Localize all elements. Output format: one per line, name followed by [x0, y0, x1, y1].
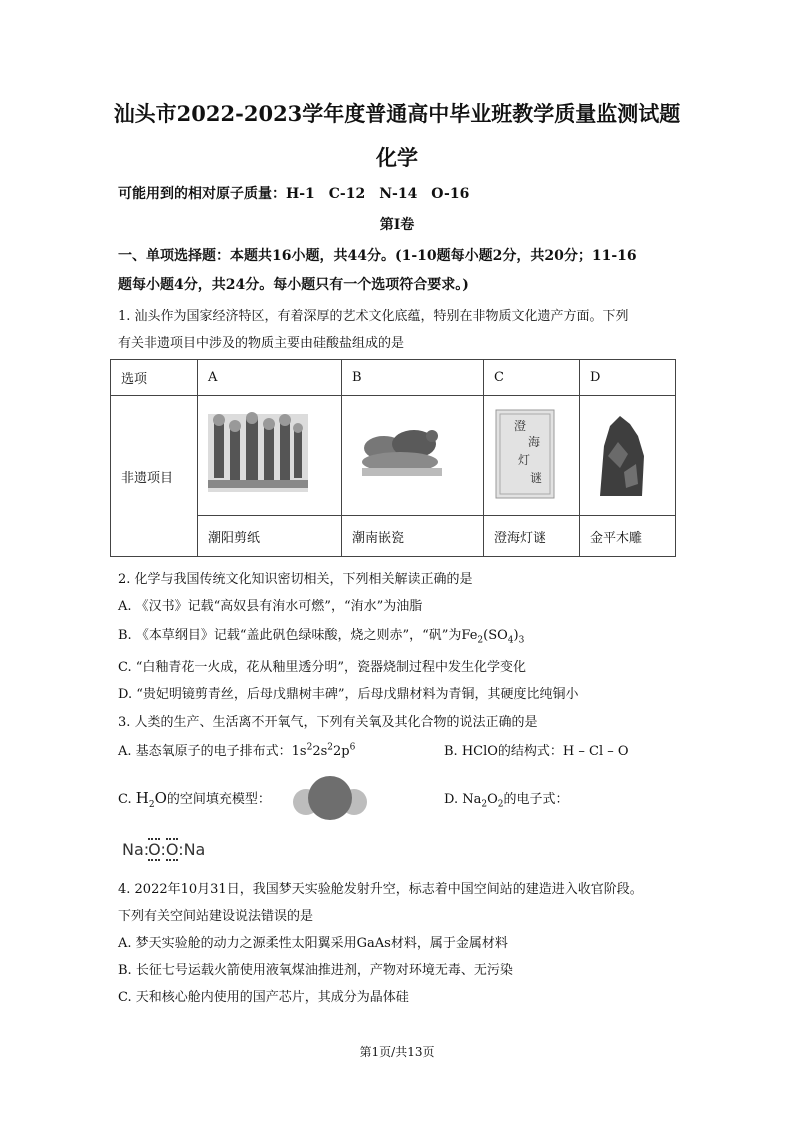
q2-option-a: A. 《汉书》记载“高奴县有洧水可燃”，“洧水”为油脂 [118, 599, 423, 614]
q3-option-d: D. $Na_2O_2$的电子式： [444, 792, 569, 810]
sodium-peroxide-lewis: Na:O:O:Na [122, 840, 206, 859]
peroxide-formula: $Na_2O_2$ [462, 792, 504, 810]
lantern-riddle-cell [484, 396, 580, 516]
q2-option-b-text: B. 《本草纲目》记载“盖此矾色绿味酸，烧之则赤”，“矾”为 [118, 628, 462, 643]
q4-option-b: B. 长征七号运载火箭使用液氧煤油推进剂，产物对环境无毒、无污染 [118, 963, 513, 978]
q1-stem-1: 1. 汕头作为国家经济特区，有着深厚的艺术文化底蕴，特别在非物质文化遗产方面。下列 [118, 309, 629, 324]
water-space-filling-model [290, 772, 370, 824]
table-header-d: D [580, 360, 676, 396]
q3-stem: 3. 人类的生产、生活离不开氧气，下列有关氧及其化合物的说法正确的是 [118, 715, 538, 730]
subject-title: 化学 [376, 145, 418, 170]
book-char-4: 谜 [530, 471, 543, 485]
item-name-c: 澄海灯谜 [484, 516, 580, 557]
page-number: 第1页/共13页 [359, 1045, 435, 1059]
q4-stem-2: 下列有关空间站建设说法错误的是 [118, 909, 314, 924]
hclo-structure: H – Cl – O [562, 744, 629, 759]
table-header-a: A [198, 360, 342, 396]
q3-option-a: A. 基态氧原子的电子排布式：$1s^22s^22p^6$ [118, 742, 356, 759]
wood-carving-image [590, 406, 654, 501]
table-header-option: 选项 [111, 360, 198, 396]
porcelain-inlay-image [352, 406, 452, 501]
q1-stem-2: 有关非遗项目中涉及的物质主要由硅酸盐组成的是 [118, 336, 405, 351]
q2-option-d: D. “贵妃明镜剪青丝，后母戊鼎树丰碑”，后母戊鼎材料为青铜，其硬度比纯铜小 [118, 687, 579, 702]
book-char-3: 灯 [518, 453, 531, 467]
table-header-b: B [342, 360, 484, 396]
table-header-c: C [484, 360, 580, 396]
q2-option-c: C. “白釉青花一火成，花从釉里透分明”，瓷器烧制过程中发生化学变化 [118, 660, 527, 675]
book-char-2: 海 [528, 435, 541, 449]
table-row-label: 非遗项目 [111, 396, 198, 557]
section-instructions-1: 一、单项选择题：本题共16小题，共44分。(1-10题每小题2分，共20分；11-16 [118, 248, 637, 264]
item-name-a: 潮阳剪纸 [198, 516, 342, 557]
volume-heading: 第Ⅰ卷 [379, 217, 415, 233]
q4-stem-1: 4. 2022年10月31日，我国梦天实验舱发射升空，标志着中国空间站的建造进入收官阶段。 [118, 882, 643, 897]
item-name-d: 金平木雕 [580, 516, 676, 557]
q1-options-table [110, 359, 676, 557]
q4-option-c: C. 天和核心舱内使用的国产芯片，其成分为晶体硅 [118, 990, 409, 1005]
atomic-masses: 可能用到的相对原子质量：H-1 C-12 N-14 O-16 [118, 186, 470, 202]
exam-title: 汕头市2022-2023学年度普通高中毕业班教学质量监测试题 [113, 101, 681, 126]
paper-cutting-image [208, 406, 308, 501]
q2-option-b-formula: $Fe_2(SO_4)_3$ [461, 628, 525, 646]
q3-option-c: C. $H_2O$的空间填充模型： [118, 789, 271, 810]
paper-cutting-cell [198, 396, 342, 516]
q2-stem: 2. 化学与我国传统文化知识密切相关，下列相关解读正确的是 [118, 572, 473, 587]
lantern-riddle-book-image [494, 406, 558, 501]
wood-carving-cell [580, 396, 676, 516]
water-formula: $H_2O$ [135, 789, 167, 810]
porcelain-inlay-cell [342, 396, 484, 516]
electron-configuration: $1s^22s^22p^6$ [291, 742, 356, 759]
q4-option-a: A. 梦天实验舱的动力之源柔性太阳翼采用GaAs材料，属于金属材料 [118, 936, 508, 951]
book-char-1: 澄 [514, 419, 527, 433]
q2-option-b [118, 624, 678, 646]
section-instructions-2: 题每小题4分，共24分。每小题只有一个选项符合要求。) [118, 277, 469, 293]
q3-option-b: B. HClO的结构式：H – Cl – O [444, 744, 629, 759]
item-name-b: 潮南嵌瓷 [342, 516, 484, 557]
